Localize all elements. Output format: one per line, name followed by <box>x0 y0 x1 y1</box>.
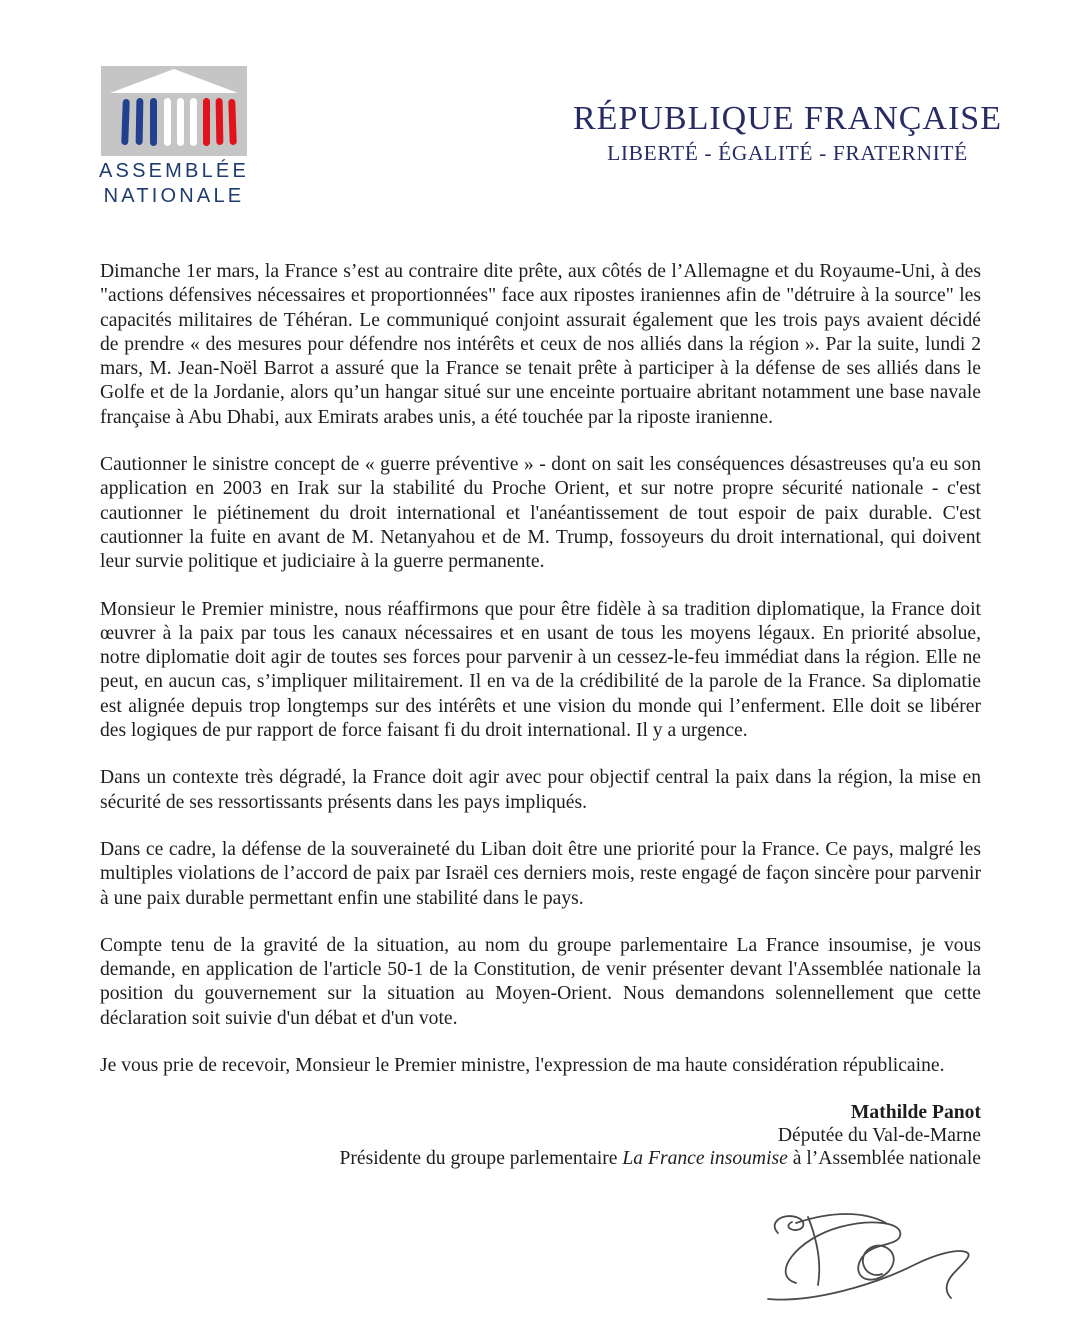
logo-wordmark <box>98 159 250 209</box>
logo-wordmark-line1: ASSEMBLÉE <box>99 160 249 182</box>
letter-paragraph-4: Dans un contexte très dégradé, la France doit agir avec pour objectif central la paix dans la région, la mise en sécurité de ses ressortissants présents dans les pays impliqués. <box>100 767 981 813</box>
republique-francaise-header <box>540 100 1035 166</box>
letter-paragraph-3: Monsieur le Premier ministre, nous réaffirmons que pour être fidèle à sa tradition diplomatique, la France doit œuvrer à la paix par tous les canaux nécessaires et en usant de tous les moyens légaux. En priorité absolue, notre diplomatie doit agir de toutes ses forces pour parvenir à un cessez-le-feu immédiat dans la région. Elle ne peut, en aucun cas, s’impliquer militairement. Il en va de la crédibilité de la parole de la France. Sa diplomatie est alignée depuis trop longtemps sur des intérêts et une vision du monde qui l’enferment. Elle doit se libérer des logiques de pur rapport de force faisant fi du droit international. Il y a urgence. <box>100 598 981 742</box>
signature-block <box>100 1101 981 1170</box>
signatory-title-2 <box>100 1147 981 1170</box>
letter-paragraph-7: Je vous prie de recevoir, Monsieur le Premier ministre, l'expression de ma haute considération républicaine. <box>100 1055 945 1077</box>
liberte-egalite-fraternite-motto: LIBERTÉ - ÉGALITÉ - FRATERNITÉ <box>607 141 968 165</box>
assemblee-nationale-logo <box>98 66 250 209</box>
letter-paragraph-1: Dimanche 1er mars, la France s’est au contraire dite prête, aux côtés de l’Allemagne et du Royaume-Uni, à des "actions défensives nécessaires et proportionnées" face aux ripostes iraniennes afin de "détruire à la source" les capacités militaires de Téhéran. Le communiqué conjoint assurait également que les trois pays avaient décidé de prendre « des mesures pour défendre nos intérêts et ceux de nos alliés dans la région ». Par la suite, lundi 2 mars, M. Jean-Noël Barrot a assuré que la France se tenait prête à participer à la défense de ses alliés dans le Golfe et de la Jordanie, alors qu’un hangar situé sur une enceinte portuaire abritant notamment une base navale française à Abu Dhabi, aux Emirats arabes unis, a été touchée par la riposte iranienne. <box>100 261 981 428</box>
letter-paragraph-6: Compte tenu de la gravité de la situation, au nom du groupe parlementaire La France insoumise, je vous demande, en application de l'article 50-1 de la Constitution, de venir présenter devant l'Assemblée nationale la position du gouvernement sur la situation au Moyen-Orient. Nous demandons solennellement que cette déclaration soit suivie d'un débat et d'un vote. <box>100 934 981 1029</box>
signatory-title-1: Députée du Val-de-Marne <box>777 1125 981 1147</box>
handwritten-signature <box>752 1203 984 1311</box>
letter-paragraph-5: Dans ce cadre, la défense de la souveraineté du Liban doit être une priorité pour la France. Ce pays, malgré les multiples violations de l’accord de paix par Israël ces derniers mois, reste engagé de façon sincère pour parvenir à une paix durable permettant enfin une stabilité dans le pays. <box>100 838 981 909</box>
assemblee-nationale-emblem-icon <box>101 66 247 156</box>
signatory-title-2-group-name: La France insoumise <box>622 1148 788 1170</box>
signatory-name: Mathilde Panot <box>850 1102 981 1124</box>
signatory-title-2-suffix: à l’Assemblée nationale <box>787 1148 981 1170</box>
letter-body <box>100 260 981 1170</box>
logo-wordmark-line2: NATIONALE <box>103 185 245 207</box>
letter-paragraph-2: Cautionner le sinistre concept de « guerre préventive » - dont on sait les conséquences désastreuses qu'a eu son application en 2003 en Irak sur la stabilité du Proche Orient, et sur notre propre sécurité nationale - c'est cautionner le piétinement du droit international et l'anéantissement de tout espoir de paix durable. C'est cautionner la fuite en avant de M. Netanyahou et de M. Trump, fossoyeurs du droit international, qui doivent leur survie politique et judiciaire à la guerre permanente. <box>100 454 981 573</box>
republique-francaise-title: RÉPUBLIQUE FRANÇAISE <box>573 100 1002 137</box>
signatory-title-2-prefix: Présidente du groupe parlementaire <box>339 1148 623 1170</box>
